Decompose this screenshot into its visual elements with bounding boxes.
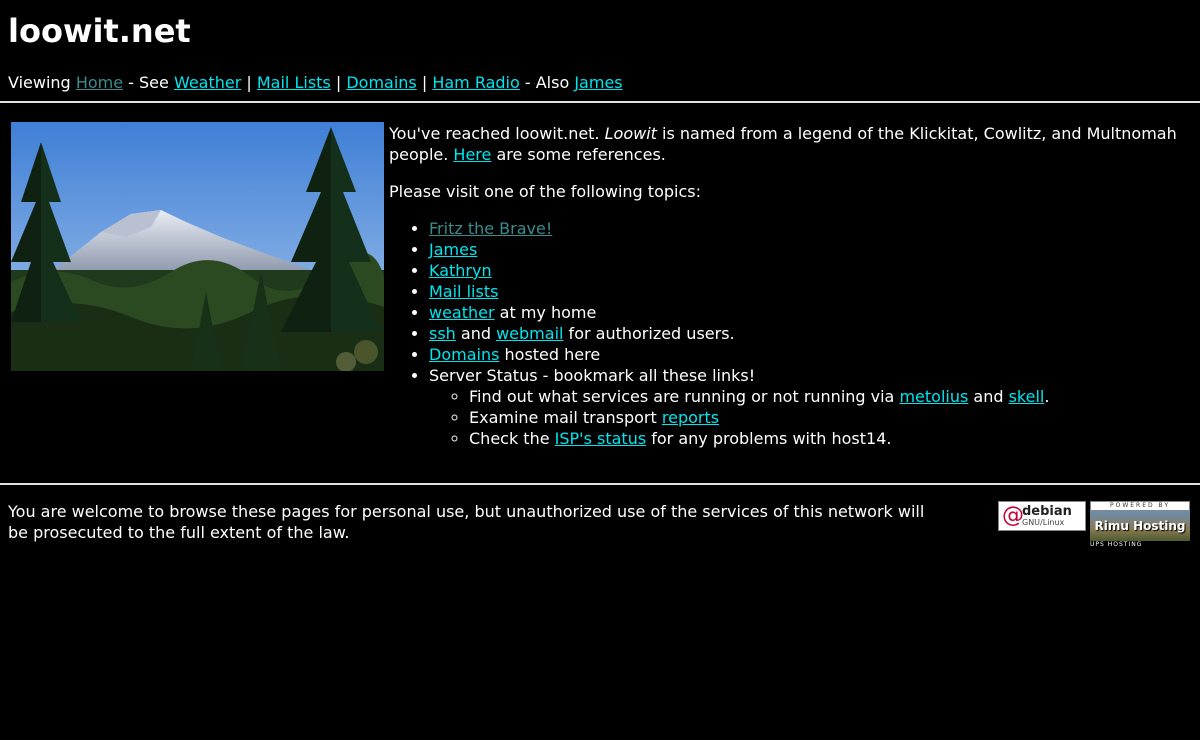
and-text: and [455,324,497,343]
list-item [469,407,1192,428]
list-item [429,302,1192,323]
metolius-link[interactable]: metolius [899,387,969,406]
intro-paragraph [389,123,1192,165]
intro-text: is named from a legend of the Klickitat, Cowlitz, and Multnomah people. [389,124,1177,164]
bottom-divider [0,483,1200,485]
intro-text: are some references. [491,145,666,164]
status-text: . [1044,387,1050,406]
nav-separator: | [241,73,257,92]
status-text: Examine mail transport [469,408,662,427]
james-link[interactable]: James [429,240,478,259]
nav-also-label: - Also [519,73,575,92]
list-item [429,281,1192,302]
rimu-hosting-badge[interactable] [1090,501,1190,549]
ssh-link[interactable]: ssh [429,324,456,343]
nav-link-james[interactable]: James [574,73,623,92]
nav-link-mail-lists[interactable]: Mail Lists [256,73,331,92]
status-list [429,386,1192,449]
nav-see-label: - See [123,73,174,92]
topics-list [389,218,1192,449]
list-item [429,365,1192,449]
list-item [429,260,1192,281]
debian-badge-text [1022,505,1072,528]
intro-text: You've reached loowit.net. [389,124,605,143]
debian-label: debian [1022,503,1072,519]
debian-sublabel: GNU/Linux [1022,517,1065,527]
nav-link-home[interactable]: Home [75,73,124,92]
webmail-link[interactable]: webmail [496,324,564,343]
references-link[interactable]: Here [453,145,492,164]
site-title: loowit.net [8,12,191,50]
status-text: for any problems with host14. [646,429,892,448]
weather-link[interactable]: weather [429,303,495,322]
loowit-term: Loowit [604,124,657,143]
badges [998,501,1190,549]
footer [8,501,1192,549]
nav-separator: | [416,73,433,92]
list-item [429,323,1192,344]
topics-prompt: Please visit one of the following topics: [389,182,701,201]
list-item [429,218,1192,239]
rimu-main [1090,511,1190,541]
debian-swirl-icon: @ [1002,503,1024,528]
intro-section [389,122,1192,449]
rimu-label: Rimu Hosting [1094,518,1186,533]
server-status-text: Server Status - bookmark all these links! [429,366,756,385]
nav-link-ham-radio[interactable]: Ham Radio [432,73,520,92]
footer-notice: You are welcome to browse these pages for personal use, but unauthorized use of the services of this network will be prosecuted to the full extent of the law. [8,502,925,542]
nav-bar [8,72,1192,93]
main-content [8,122,1192,449]
list-item [469,386,1192,407]
list-item [429,344,1192,365]
list-item [429,239,1192,260]
rimu-bottom-label: UPS HOSTING [1090,541,1143,548]
nav-viewing-label: Viewing [8,73,71,92]
rimu-top-label: POWERED BY [1090,501,1190,511]
nav-separator: | [330,73,347,92]
status-text: Find out what services are running or not running via [469,387,900,406]
nav-link-domains[interactable]: Domains [346,73,417,92]
weather-text: at my home [494,303,597,322]
status-text: Check the [469,429,555,448]
fritz-link[interactable]: Fritz the Brave! [429,219,553,238]
mountain-photo [11,122,384,371]
mail-lists-link[interactable]: Mail lists [429,282,499,301]
kathryn-link[interactable]: Kathryn [429,261,492,280]
reports-link[interactable]: reports [661,408,720,427]
top-divider [0,101,1200,103]
debian-badge[interactable] [998,501,1086,531]
isp-status-link[interactable]: ISP's status [554,429,647,448]
status-text: and [968,387,1009,406]
domains-text: hosted here [499,345,601,364]
domains-link[interactable]: Domains [429,345,500,364]
list-item [469,428,1192,449]
auth-text: for authorized users. [563,324,735,343]
skell-link[interactable]: skell [1008,387,1045,406]
nav-link-weather[interactable]: Weather [173,73,242,92]
